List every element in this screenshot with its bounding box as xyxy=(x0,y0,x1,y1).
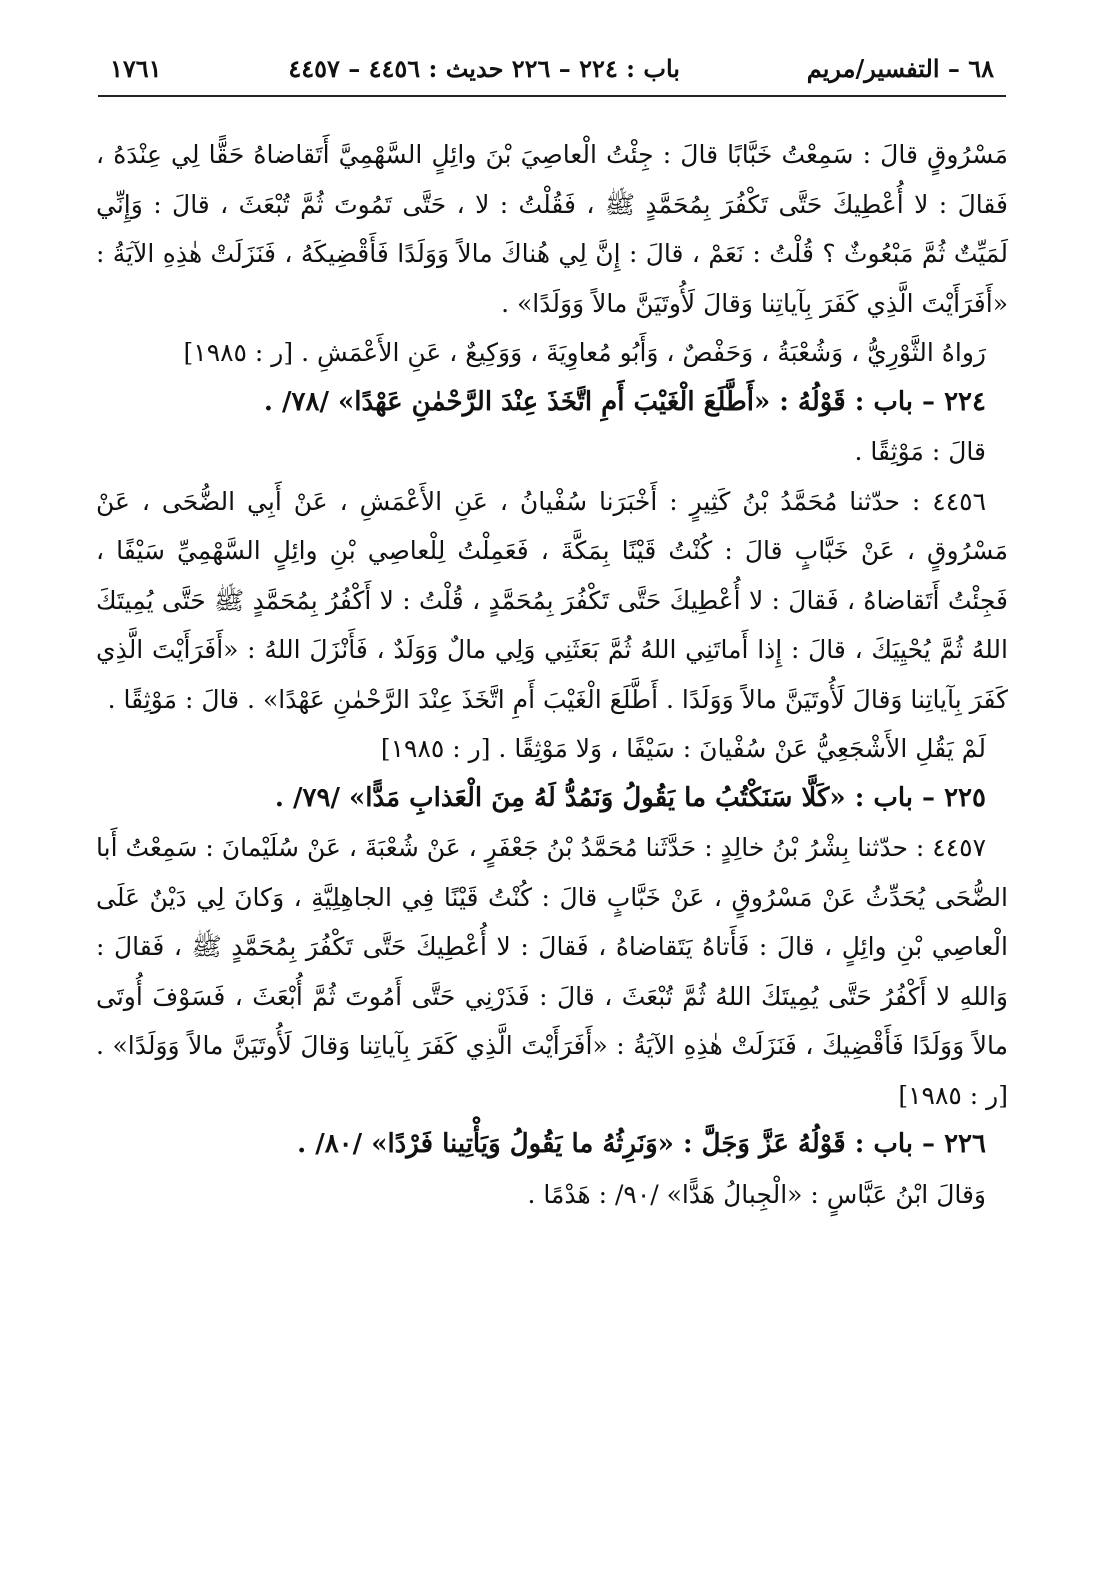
chapter-heading-226 xyxy=(96,1120,1008,1170)
chapter-number: ٢٢٤ – باب : xyxy=(854,386,986,417)
chapter-title: قَوْلُهُ عَزَّ وَجَلَّ : «وَنَرِثُهُ ما يَقُولُ وَيَأْتِينا فَرْدًا» /٨٠/ . xyxy=(297,1129,846,1159)
header-divider xyxy=(98,95,1006,97)
chapter-heading-224 xyxy=(96,378,1008,428)
paragraph-note: لَمْ يَقُلِ الأَشْجَعِيُّ عَنْ سُفْيانَ : سَيْفًا ، وَلا مَوْثِقًا . [ر : ١٩٨٥] xyxy=(380,734,986,763)
header-reference: باب : ٢٢٤ – ٢٢٦ حديث : ٤٤٥٦ – ٤٤٥٧ xyxy=(288,53,680,83)
paragraph-gloss: قالَ : مَوْثِقًا . xyxy=(854,437,986,466)
chapter-title: «كَلَّا سَنَكْتُبُ ما يَقُولُ وَنَمُدُّ لَهُ مِنَ الْعَذابِ مَدًّا» /٧٩/ . xyxy=(274,782,846,813)
chapter-number: ٢٢٦ – باب : xyxy=(854,1129,986,1159)
hadith-4456: ٤٤٥٦ : حدّثنا مُحَمَّدُ بْنُ كَثِيرٍ : أَخْبَرَنا سُفْيانُ ، عَنِ الأَعْمَشِ ، عَنْ أَبِي الضُّحَى ، عَنْ مَسْرُوقٍ ، عَنْ خَبَّابٍ قالَ : كُنْتُ قَيْنًا بِمَكَّةَ ، فَعَمِلْتُ لِلْعاصِي بْنِ وائِلٍ السَّهْمِيِّ سَيْفًا ، فَجِئْتُ أَتَقاضاهُ ، فَقالَ : لا أُعْطِيكَ حَتَّى تَكْفُرَ بِمُحَمَّدٍ ، قُلْتُ : لا أَكْفُرُ بِمُحَمَّدٍ ﷺ حَتَّى يُمِيتَكَ اللهُ ثُمَّ يُحْيِيَكَ ، قالَ : إِذا أَماتَنِي اللهُ ثُمَّ بَعَثَنِي وَلِي مالٌ وَوَلَدٌ ، فَأَنْزَلَ اللهُ : «أَفَرَأَيْتَ الَّذِي كَفَرَ بِآياتِنا وَقالَ لَأُوتَيَنَّ مالاً وَوَلَدًا . أَطَّلَعَ الْغَيْبَ أَمِ اتَّخَذَ عِنْدَ الرَّحْمٰنِ عَهْدًا» . قالَ : مَوْثِقًا . xyxy=(96,486,1008,714)
chapter-number: ٢٢٥ – باب : xyxy=(854,782,986,813)
running-header xyxy=(110,48,994,88)
chapter-heading-225 xyxy=(96,774,1008,824)
page-number: ١٧٦١ xyxy=(110,53,162,83)
header-title: ٦٨ – التفسير/مريم xyxy=(806,53,994,83)
body-text xyxy=(96,130,1008,1219)
paragraph-continuation: مَسْرُوقٍ قالَ : سَمِعْتُ خَبَّابًا قالَ : جِئْتُ الْعاصِيَ بْنَ وائِلٍ السَّهْمِيَّ أَتَقاضاهُ حَقًّا لِي عِنْدَهُ ، فَقالَ : لا أُعْطِيكَ حَتَّى تَكْفُرَ بِمُحَمَّدٍ ﷺ ، فَقُلْتُ : لا ، حَتَّى تَمُوتَ ثُمَّ تُبْعَثَ ، قالَ : وَإِنِّي لَمَيِّتٌ ثُمَّ مَبْعُوثٌ ؟ قُلْتُ : نَعَمْ ، قالَ : إِنَّ لِي هُناكَ مالاً وَوَلَدًا فَأَقْضِيكَهُ ، فَنَزَلَتْ هٰذِهِ الآيَةُ : «أَفَرَأَيْتَ الَّذِي كَفَرَ بِآياتِنا وَقالَ لَأُوتَيَنَّ مالاً وَوَلَدًا» . xyxy=(96,140,1008,318)
hadith-4457: ٤٤٥٧ : حدّثنا بِشْرُ بْنُ خالِدٍ : حَدَّثَنا مُحَمَّدُ بْنُ جَعْفَرٍ ، عَنْ شُعْبَةَ ، عَنْ سُلَيْمانَ : سَمِعْتُ أَبا الضُّحَى يُحَدِّثُ عَنْ مَسْرُوقٍ ، عَنْ خَبَّابٍ قالَ : كُنْتُ قَيْنًا فِي الجاهِلِيَّةِ ، وَكانَ لِي دَيْنٌ عَلَى الْعاصِي بْنِ وائِلٍ ، قالَ : فَأَتاهُ يَتَقاضاهُ ، فَقالَ : لا أُعْطِيكَ حَتَّى تَكْفُرَ بِمُحَمَّدٍ ﷺ ، فَقالَ : وَاللهِ لا أَكْفُرُ حَتَّى يُمِيتَكَ اللهُ ثُمَّ تُبْعَثَ ، قالَ : فَذَرْنِي حَتَّى أَمُوتَ ثُمَّ أُبْعَثَ ، فَسَوْفَ أُوتَى مالاً وَوَلَدًا فَأَقْضِيكَ ، فَنَزَلَتْ هٰذِهِ الآيَةُ : «أَفَرَأَيْتَ الَّذِي كَفَرَ بِآياتِنا وَقالَ لَأُوتَيَنَّ مالاً وَوَلَدًا» . [ر : ١٩٨٥] xyxy=(96,833,1008,1110)
paragraph-riwaya: رَواهُ الثَّوْرِيُّ ، وَشُعْبَةُ ، وَحَفْصٌ ، وَأَبُو مُعاوِيَةَ ، وَوَكِيعٌ ، عَنِ الأَعْمَشِ . [ر : ١٩٨٥] xyxy=(183,338,986,367)
chapter-title: قَوْلُهُ : «أَطَّلَعَ الْغَيْبَ أَمِ اتَّخَذَ عِنْدَ الرَّحْمٰنِ عَهْدًا» /٧٨/ . xyxy=(263,386,846,417)
paragraph-ibn-abbas: وَقالَ ابْنُ عَبَّاسٍ : «الْجِبالُ هَدًّا» /٩٠/ : هَدْمًا . xyxy=(527,1179,986,1209)
